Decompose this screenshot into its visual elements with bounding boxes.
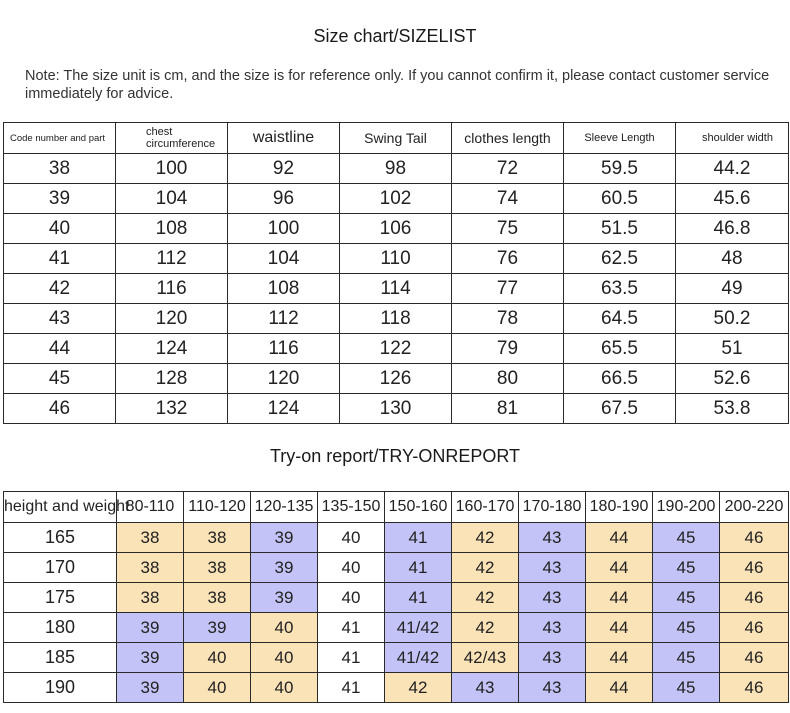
height-label: 185 [4, 643, 117, 673]
recommended-size-cell: 43 [519, 673, 586, 703]
height-label: 170 [4, 553, 117, 583]
recommended-size-cell: 46 [720, 673, 789, 703]
recommended-size-cell: 41 [385, 583, 452, 613]
weight-range-header: 200-220 [720, 492, 789, 523]
size-code-cell: 38 [4, 154, 116, 184]
header-swing-tail: Swing Tail [340, 123, 452, 154]
size-value-cell: 116 [116, 274, 228, 304]
recommended-size-cell: 44 [586, 523, 653, 553]
recommended-size-cell: 42 [452, 553, 519, 583]
size-value-cell: 51.5 [564, 214, 676, 244]
weight-range-header: 160-170 [452, 492, 519, 523]
size-code-cell: 45 [4, 364, 116, 394]
height-label: 190 [4, 673, 117, 703]
recommended-size-cell: 45 [653, 583, 720, 613]
size-value-cell: 51 [676, 334, 789, 364]
recommended-size-cell: 46 [720, 643, 789, 673]
size-row [4, 214, 789, 244]
size-value-cell: 62.5 [564, 244, 676, 274]
recommended-size-cell: 45 [653, 553, 720, 583]
recommended-size-cell: 46 [720, 553, 789, 583]
recommended-size-cell: 40 [184, 643, 251, 673]
tryon-report-title: Try-on report/TRY-ONREPORT [269, 446, 521, 466]
recommended-size-cell: 43 [519, 583, 586, 613]
size-value-cell: 66.5 [564, 364, 676, 394]
recommended-size-cell: 43 [452, 673, 519, 703]
size-code-cell: 46 [4, 394, 116, 424]
size-code-cell: 42 [4, 274, 116, 304]
recommended-size-cell: 44 [586, 673, 653, 703]
size-value-cell: 96 [228, 184, 340, 214]
size-row [4, 394, 789, 424]
tryon-report-table [3, 491, 789, 703]
recommended-size-cell: 44 [586, 583, 653, 613]
size-chart-table [3, 122, 789, 424]
recommended-size-cell: 38 [184, 583, 251, 613]
recommended-size-cell: 46 [720, 613, 789, 643]
size-value-cell: 130 [340, 394, 452, 424]
recommended-size-cell: 40 [251, 613, 318, 643]
recommended-size-cell: 39 [117, 673, 184, 703]
size-value-cell: 112 [228, 304, 340, 334]
size-value-cell: 67.5 [564, 394, 676, 424]
weight-range-header: 180-190 [586, 492, 653, 523]
size-value-cell: 74 [452, 184, 564, 214]
recommended-size-cell: 40 [184, 673, 251, 703]
size-value-cell: 45.6 [676, 184, 789, 214]
size-value-cell: 122 [340, 334, 452, 364]
header-chest: chest circumference [116, 123, 228, 154]
header-clothes-length: clothes length [452, 123, 564, 154]
size-value-cell: 50.2 [676, 304, 789, 334]
tryon-row [4, 673, 789, 703]
size-value-cell: 72 [452, 154, 564, 184]
size-code-cell: 39 [4, 184, 116, 214]
size-value-cell: 52.6 [676, 364, 789, 394]
size-value-cell: 126 [340, 364, 452, 394]
weight-range-header: 170-180 [519, 492, 586, 523]
size-value-cell: 76 [452, 244, 564, 274]
weight-range-header: 110-120 [184, 492, 251, 523]
recommended-size-cell: 40 [251, 643, 318, 673]
recommended-size-cell: 41/42 [385, 643, 452, 673]
size-value-cell: 104 [228, 244, 340, 274]
size-value-cell: 128 [116, 364, 228, 394]
size-header-row [4, 123, 789, 154]
size-value-cell: 59.5 [564, 154, 676, 184]
tryon-row [4, 553, 789, 583]
header-waistline: waistline [228, 123, 340, 154]
tryon-row [4, 583, 789, 613]
size-value-cell: 77 [452, 274, 564, 304]
tryon-row [4, 643, 789, 673]
recommended-size-cell: 46 [720, 523, 789, 553]
recommended-size-cell: 40 [318, 523, 385, 553]
size-value-cell: 60.5 [564, 184, 676, 214]
height-label: 175 [4, 583, 117, 613]
size-value-cell: 81 [452, 394, 564, 424]
size-value-cell: 49 [676, 274, 789, 304]
tryon-row [4, 523, 789, 553]
weight-range-header: 80-110 [117, 492, 184, 523]
size-value-cell: 65.5 [564, 334, 676, 364]
size-value-cell: 108 [116, 214, 228, 244]
size-row [4, 304, 789, 334]
tryon-row [4, 613, 789, 643]
height-weight-label: height and weight [4, 492, 117, 523]
size-value-cell: 100 [228, 214, 340, 244]
recommended-size-cell: 40 [251, 673, 318, 703]
recommended-size-cell: 43 [519, 643, 586, 673]
size-code-cell: 43 [4, 304, 116, 334]
recommended-size-cell: 42 [452, 523, 519, 553]
weight-range-header: 135-150 [318, 492, 385, 523]
size-row [4, 154, 789, 184]
size-value-cell: 118 [340, 304, 452, 334]
size-value-cell: 116 [228, 334, 340, 364]
size-value-cell: 114 [340, 274, 452, 304]
recommended-size-cell: 41 [385, 553, 452, 583]
recommended-size-cell: 39 [251, 553, 318, 583]
tryon-header-row [4, 492, 789, 523]
size-value-cell: 112 [116, 244, 228, 274]
recommended-size-cell: 39 [251, 583, 318, 613]
recommended-size-cell: 41 [318, 613, 385, 643]
recommended-size-cell: 40 [318, 553, 385, 583]
recommended-size-cell: 43 [519, 553, 586, 583]
recommended-size-cell: 39 [117, 643, 184, 673]
recommended-size-cell: 42/43 [452, 643, 519, 673]
header-shoulder-width: shoulder width [676, 123, 789, 154]
size-value-cell: 75 [452, 214, 564, 244]
size-value-cell: 78 [452, 304, 564, 334]
size-value-cell: 64.5 [564, 304, 676, 334]
size-value-cell: 120 [228, 364, 340, 394]
size-row [4, 184, 789, 214]
size-value-cell: 100 [116, 154, 228, 184]
size-code-cell: 44 [4, 334, 116, 364]
header-sleeve-length: Sleeve Length [564, 123, 676, 154]
recommended-size-cell: 38 [184, 523, 251, 553]
size-value-cell: 44.2 [676, 154, 789, 184]
size-value-cell: 92 [228, 154, 340, 184]
size-value-cell: 124 [116, 334, 228, 364]
recommended-size-cell: 46 [720, 583, 789, 613]
size-value-cell: 132 [116, 394, 228, 424]
size-value-cell: 110 [340, 244, 452, 274]
recommended-size-cell: 43 [519, 613, 586, 643]
size-value-cell: 46.8 [676, 214, 789, 244]
recommended-size-cell: 43 [519, 523, 586, 553]
size-row [4, 334, 789, 364]
recommended-size-cell: 38 [117, 523, 184, 553]
recommended-size-cell: 45 [653, 613, 720, 643]
recommended-size-cell: 44 [586, 643, 653, 673]
recommended-size-cell: 41 [318, 643, 385, 673]
header-code-number: Code number and part [4, 123, 116, 154]
recommended-size-cell: 42 [385, 673, 452, 703]
recommended-size-cell: 38 [117, 553, 184, 583]
height-label: 165 [4, 523, 117, 553]
size-value-cell: 48 [676, 244, 789, 274]
recommended-size-cell: 38 [184, 553, 251, 583]
size-value-cell: 80 [452, 364, 564, 394]
size-row [4, 364, 789, 394]
recommended-size-cell: 39 [117, 613, 184, 643]
recommended-size-cell: 45 [653, 523, 720, 553]
recommended-size-cell: 42 [452, 613, 519, 643]
size-row [4, 244, 789, 274]
size-value-cell: 120 [116, 304, 228, 334]
recommended-size-cell: 39 [251, 523, 318, 553]
recommended-size-cell: 45 [653, 673, 720, 703]
recommended-size-cell: 44 [586, 613, 653, 643]
recommended-size-cell: 41 [318, 673, 385, 703]
height-label: 180 [4, 613, 117, 643]
size-value-cell: 106 [340, 214, 452, 244]
size-value-cell: 98 [340, 154, 452, 184]
size-value-cell: 53.8 [676, 394, 789, 424]
size-value-cell: 124 [228, 394, 340, 424]
recommended-size-cell: 41/42 [385, 613, 452, 643]
weight-range-header: 190-200 [653, 492, 720, 523]
recommended-size-cell: 40 [318, 583, 385, 613]
size-value-cell: 104 [116, 184, 228, 214]
weight-range-header: 120-135 [251, 492, 318, 523]
size-value-cell: 63.5 [564, 274, 676, 304]
size-row [4, 274, 789, 304]
size-code-cell: 40 [4, 214, 116, 244]
size-value-cell: 79 [452, 334, 564, 364]
size-chart-title: Size chart/SIZELIST [313, 26, 477, 46]
size-note: Note: The size unit is cm, and the size is for reference only. If you cannot confirm it, please contact customer service immediately for advice. [25, 68, 770, 102]
size-code-cell: 41 [4, 244, 116, 274]
recommended-size-cell: 38 [117, 583, 184, 613]
size-value-cell: 102 [340, 184, 452, 214]
weight-range-header: 150-160 [385, 492, 452, 523]
recommended-size-cell: 39 [184, 613, 251, 643]
size-value-cell: 108 [228, 274, 340, 304]
recommended-size-cell: 41 [385, 523, 452, 553]
recommended-size-cell: 42 [452, 583, 519, 613]
recommended-size-cell: 45 [653, 643, 720, 673]
recommended-size-cell: 44 [586, 553, 653, 583]
